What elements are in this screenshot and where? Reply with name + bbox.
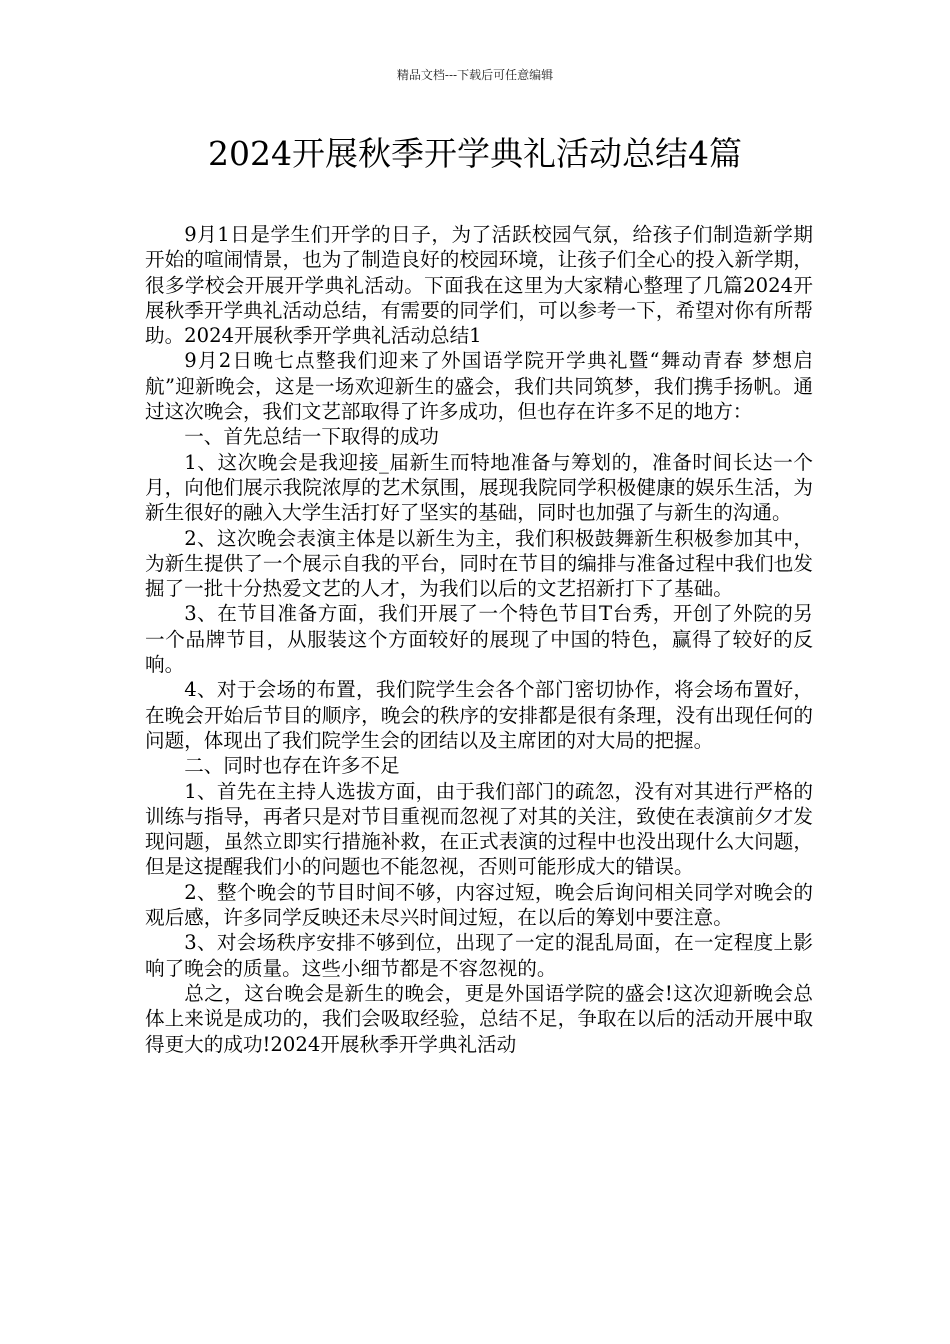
paragraph-event-summary: 9月2日晚七点整我们迎来了外国语学院开学典礼暨“舞动青春 梦想启航”迎新晚会，这是一场欢迎新生的盛会，我们共同筑梦，我们携手扬帆。通过这次晚会，我们文艺部取得了许多成功，但也存在许多不足的地方： bbox=[145, 349, 813, 424]
paragraph-intro: 9月1日是学生们开学的日子，为了活跃校园气氛，给孩子们制造新学期开始的喧闹情景，也为了制造良好的校园环境，让孩子们全心的投入新学期，很多学校会开展开学典礼活动。下面我在这里为大家精心整理了几篇2024开展秋季开学典礼活动总结，有需要的同学们，可以参考一下，希望对你有所帮助。2024开展秋季开学典礼活动总结1 bbox=[145, 223, 813, 348]
paragraph-success-2: 2、这次晚会表演主体是以新生为主，我们积极鼓舞新生积极参加其中，为新生提供了一个展示自我的平台，同时在节目的编排与准备过程中我们也发掘了一批十分热爱文艺的人才，为我们以后的文艺招新打下了基础。 bbox=[145, 526, 813, 601]
section-heading-successes: 一、首先总结一下取得的成功 bbox=[184, 425, 439, 449]
header-note: 精品文档---下载后可任意编辑 bbox=[396, 68, 554, 82]
section-heading-shortcomings: 二、同时也存在许多不足 bbox=[184, 754, 400, 778]
paragraph-success-3: 3、在节目准备方面，我们开展了一个特色节目T台秀，开创了外院的另一个品牌节目，从服装这个方面较好的展现了中国的特色，赢得了较好的反响。 bbox=[145, 602, 813, 677]
document-body bbox=[145, 222, 813, 1057]
paragraph-shortcoming-3: 3、对会场秩序安排不够到位，出现了一定的混乱局面，在一定程度上影响了晚会的质量。这些小细节都是不容忽视的。 bbox=[145, 931, 813, 980]
paragraph-shortcoming-1: 1、首先在主持人选拔方面，由于我们部门的疏忽，没有对其进行严格的训练与指导，再者只是对节目重视而忽视了对其的关注，致使在表演前夕才发现问题，虽然立即实行措施补救，在正式表演的过程中也没出现什么大问题，但是这提醒我们小的问题也不能忽视，否则可能形成大的错误。 bbox=[145, 779, 813, 879]
page-title: 2024开展秋季开学典礼活动总结4篇 bbox=[208, 134, 742, 173]
paragraph-shortcoming-2: 2、整个晚会的节目时间不够，内容过短，晚会后询问相关同学对晚会的观后感，许多同学反映还未尽兴时间过短，在以后的筹划中要注意。 bbox=[145, 880, 813, 930]
paragraph-success-4: 4、对于会场的布置，我们院学生会各个部门密切协作，将会场布置好，在晚会开始后节目的顺序，晚会的秩序的安排都是很有条理，没有出现任何的问题，体现出了我们院学生会的团结以及主席团的对大局的把握。 bbox=[145, 678, 813, 752]
paragraph-success-1: 1、这次晚会是我迎接_届新生而特地准备与筹划的，准备时间长达一个月，向他们展示我院浓厚的艺术氛围，展现我院同学积极健康的娱乐生活，为新生很好的融入大学生活打好了坚实的基础，同时也加强了与新生的沟通。 bbox=[145, 450, 813, 525]
paragraph-conclusion: 总之，这台晚会是新生的晚会，更是外国语学院的盛会!这次迎新晚会总体上来说是成功的，我们会吸取经验，总结不足，争取在以后的活动开展中取得更大的成功!2024开展秋季开学典礼活动 bbox=[145, 981, 813, 1056]
